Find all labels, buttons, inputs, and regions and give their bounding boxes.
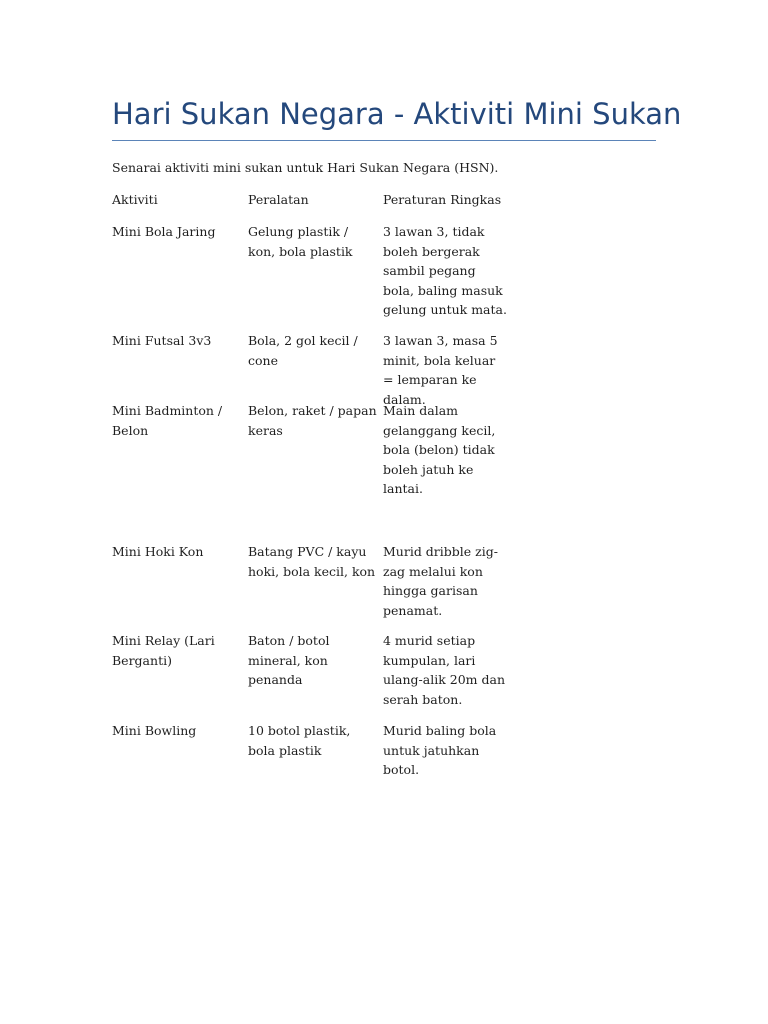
table-row — [112, 542, 512, 631]
rules-cell: 3 lawan 3, masa 5 minit, bola keluar = lemparan ke dalam. — [383, 333, 498, 407]
equipment-cell: Batang PVC / kayu hoki, bola kecil, kon — [248, 544, 376, 579]
equipment-cell: 10 botol plastik, bola plastik — [248, 723, 351, 758]
equipment-cell: Belon, raket / papan keras — [248, 403, 377, 438]
rules-cell: 3 lawan 3, tidak boleh bergerak sambil pegang bola, baling masuk gelung untuk mata. — [383, 224, 507, 317]
equipment-cell: Baton / botol mineral, kon penanda — [248, 633, 330, 687]
activity-cell: Mini Bowling — [112, 723, 197, 738]
intro-paragraph: Senarai aktiviti mini sukan untuk Hari Sukan Negara (HSN). — [112, 160, 499, 175]
document-title: Hari Sukan Negara - Aktiviti Mini Sukan — [112, 97, 682, 131]
activity-cell: Mini Futsal 3v3 — [112, 333, 212, 348]
rules-cell: 4 murid setiap kumpulan, lari ulang-alik 20m dan serah baton. — [383, 633, 506, 707]
table-header-row — [112, 190, 512, 222]
title-underline — [112, 140, 656, 141]
table-row — [112, 222, 512, 331]
equipment-cell: Bola, 2 gol kecil / cone — [248, 333, 358, 368]
header-peralatan: Peralatan — [248, 192, 309, 207]
table-row — [112, 401, 512, 542]
header-aktiviti: Aktiviti — [112, 192, 158, 207]
activity-cell: Mini Badminton / Belon — [112, 403, 223, 438]
equipment-cell: Gelung plastik / kon, bola plastik — [248, 224, 353, 259]
header-peraturan: Peraturan Ringkas — [383, 192, 502, 207]
activity-cell: Mini Hoki Kon — [112, 544, 204, 559]
rules-cell: Murid baling bola untuk jatuhkan botol. — [383, 723, 497, 777]
rules-cell: Murid dribble zig-zag melalui kon hingga garisan penamat. — [383, 544, 498, 618]
activity-cell: Mini Bola Jaring — [112, 224, 216, 239]
table-row — [112, 331, 512, 407]
table-row — [112, 631, 512, 721]
activity-table — [112, 190, 512, 791]
rules-cell: Main dalam gelanggang kecil, bola (belon) tidak boleh jatuh ke lantai. — [383, 403, 496, 496]
table-row — [112, 721, 512, 791]
activity-cell: Mini Relay (Lari Berganti) — [112, 633, 215, 668]
